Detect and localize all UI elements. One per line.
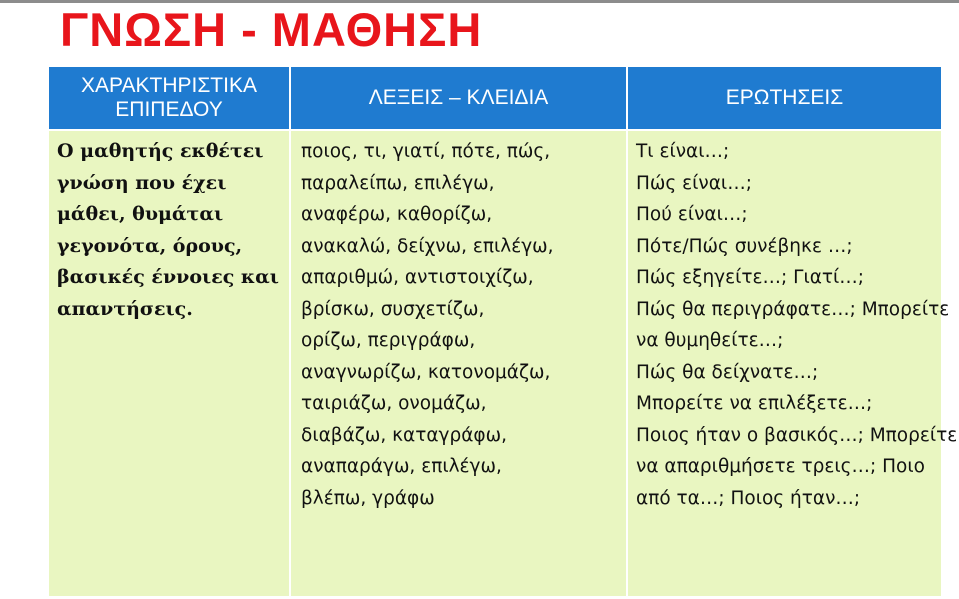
characteristics-line: βασικές έννοιες και bbox=[57, 266, 279, 288]
keywords-line: αναγνωρίζω, κατονομάζω, bbox=[301, 361, 551, 383]
keywords-line: διαβάζω, καταγράφω, bbox=[301, 424, 507, 446]
question-line: από τα…; Ποιος ήταν…; bbox=[636, 487, 861, 509]
question-line: Μπορείτε να επιλέξετε…; bbox=[636, 393, 873, 414]
keywords-line: παραλείπω, επιλέγω, bbox=[301, 172, 495, 194]
characteristics-cell bbox=[48, 130, 290, 597]
question-line: Πού είναι…; bbox=[636, 204, 748, 225]
question-line: Πώς εξηγείτε…; Γιατί…; bbox=[636, 267, 865, 288]
question-line: Πώς θα δείχνατε…; bbox=[636, 361, 819, 383]
keywords-line: βλέπω, γράφω bbox=[301, 487, 435, 509]
question-line: να θυμηθείτε…; bbox=[636, 330, 784, 351]
questions-cell bbox=[627, 130, 958, 597]
keywords-line: ανακαλώ, δείχνω, επιλέγω, bbox=[301, 235, 554, 257]
question-line: Ποιος ήταν ο βασικός…; Μπορείτε bbox=[636, 424, 958, 446]
characteristics-line: γνώση που έχει bbox=[57, 171, 227, 194]
question-line: Πότε/Πώς συνέβηκε …; bbox=[636, 235, 853, 257]
keywords-line: απαριθμώ, αντιστοιχίζω, bbox=[301, 267, 534, 288]
characteristics-line: Ο μαθητής εκθέτει bbox=[57, 140, 264, 162]
header-questions: ΕΡΩΤΗΣΕΙΣ bbox=[627, 66, 942, 130]
header-row bbox=[48, 66, 942, 130]
header-characteristics: ΧΑΡΑΚΤΗΡΙΣΤΙΚΑ ΕΠΙΠΕΔΟΥ bbox=[48, 66, 290, 130]
content-table bbox=[47, 65, 958, 598]
characteristics-line: μάθει, θυμάται bbox=[57, 203, 224, 225]
keywords-line: ποιος, τι, γιατί, πότε, πώς, bbox=[301, 141, 551, 162]
characteristics-line: γεγονότα, όρους, bbox=[57, 234, 243, 257]
keywords-cell bbox=[290, 130, 627, 597]
question-line: να απαριθμήσετε τρεις…; Ποιο bbox=[636, 456, 925, 477]
characteristics-line: απαντήσεις. bbox=[57, 297, 193, 320]
keywords-line: αναπαράγω, επιλέγω, bbox=[301, 456, 502, 477]
keywords-line: βρίσκω, συσχετίζω, bbox=[301, 298, 485, 320]
header-keywords: ΛΕΞΕΙΣ – ΚΛΕΙΔΙΑ bbox=[290, 66, 627, 130]
question-line: Τι είναι…; bbox=[636, 141, 730, 162]
content-row bbox=[48, 130, 942, 597]
keywords-line: ορίζω, περιγράφω, bbox=[301, 330, 476, 351]
question-line: Πώς θα περιγράφατε…; Μπορείτε bbox=[636, 298, 950, 320]
slide-title: ΓΝΩΣΗ - ΜΑΘΗΣΗ bbox=[60, 3, 483, 56]
question-line: Πώς είναι…; bbox=[636, 172, 752, 194]
keywords-line: ταιριάζω, ονομάζω, bbox=[301, 393, 487, 414]
keywords-line: αναφέρω, καθορίζω, bbox=[301, 204, 493, 225]
